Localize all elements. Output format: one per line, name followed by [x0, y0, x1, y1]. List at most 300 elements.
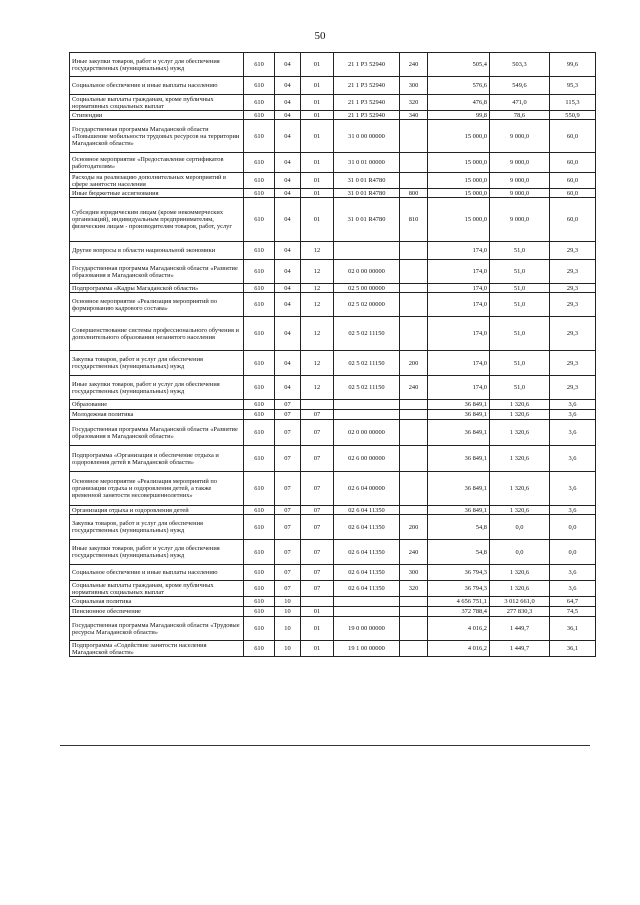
planned-amount-cell: 15 000,0 — [428, 173, 490, 189]
actual-amount-cell: 1 320,6 — [490, 506, 550, 515]
section-code-cell: 04 — [275, 351, 301, 376]
table-row — [70, 641, 596, 657]
ministry-code-cell: 610 — [244, 607, 275, 617]
row-name-cell: Субсидии юридическим лицам (кроме некоммерческих организаций), индивидуальным предпринимателям, физическим лицам - производителям товаров, работ, услуг — [70, 198, 244, 242]
section-code-cell: 07 — [275, 472, 301, 506]
percent-cell: 29,3 — [550, 293, 596, 317]
ministry-code-cell: 610 — [244, 53, 275, 77]
planned-amount-cell: 174,0 — [428, 284, 490, 293]
expense-type-cell: 200 — [400, 515, 428, 540]
ministry-code-cell: 610 — [244, 317, 275, 351]
table-row — [70, 607, 596, 617]
ministry-code-cell: 610 — [244, 351, 275, 376]
ministry-code-cell: 610 — [244, 189, 275, 198]
target-article-cell: 31 0 01 R4780 — [334, 173, 400, 189]
ministry-code-cell: 610 — [244, 472, 275, 506]
row-name-cell: Подпрограмма «Содействие занятости населения Магаданской области» — [70, 641, 244, 657]
actual-amount-cell: 9 000,0 — [490, 189, 550, 198]
table-row — [70, 410, 596, 420]
section-code-cell: 07 — [275, 581, 301, 597]
target-article-cell — [334, 607, 400, 617]
row-name-cell: Иные закупки товаров, работ и услуг для обеспечения государственных (муниципальных) нужд — [70, 540, 244, 565]
planned-amount-cell: 54,8 — [428, 515, 490, 540]
target-article-cell: 21 1 Р3 52940 — [334, 111, 400, 120]
section-code-cell: 04 — [275, 153, 301, 173]
section-code-cell: 04 — [275, 260, 301, 284]
expense-type-cell — [400, 597, 428, 607]
target-article-cell: 02 6 04 11350 — [334, 581, 400, 597]
target-article-cell: 02 5 02 11150 — [334, 351, 400, 376]
subsection-code-cell — [301, 400, 334, 410]
row-name-cell: Социальное обеспечение и иные выплаты населению — [70, 77, 244, 95]
ministry-code-cell: 610 — [244, 581, 275, 597]
table-row — [70, 506, 596, 515]
planned-amount-cell: 36 849,1 — [428, 446, 490, 472]
percent-cell: 3,6 — [550, 581, 596, 597]
expense-type-cell — [400, 410, 428, 420]
planned-amount-cell: 4 016,2 — [428, 641, 490, 657]
table-row — [70, 597, 596, 607]
table-row — [70, 120, 596, 153]
section-code-cell: 10 — [275, 641, 301, 657]
target-article-cell — [334, 242, 400, 260]
subsection-code-cell: 07 — [301, 472, 334, 506]
section-code-cell: 07 — [275, 540, 301, 565]
percent-cell: 115,3 — [550, 95, 596, 111]
page-number: 50 — [314, 30, 326, 42]
subsection-code-cell: 01 — [301, 95, 334, 111]
percent-cell: 74,5 — [550, 607, 596, 617]
expense-type-cell — [400, 173, 428, 189]
subsection-code-cell: 01 — [301, 607, 334, 617]
expense-type-cell — [400, 242, 428, 260]
row-name-cell: Подпрограмма «Кадры Магаданской области» — [70, 284, 244, 293]
ministry-code-cell: 610 — [244, 540, 275, 565]
percent-cell: 29,3 — [550, 284, 596, 293]
row-name-cell: Другие вопросы в области национальной экономики — [70, 242, 244, 260]
subsection-code-cell: 01 — [301, 173, 334, 189]
actual-amount-cell: 3 012 661,0 — [490, 597, 550, 607]
actual-amount-cell: 549,6 — [490, 77, 550, 95]
subsection-code-cell: 01 — [301, 189, 334, 198]
percent-cell: 550,9 — [550, 111, 596, 120]
subsection-code-cell: 01 — [301, 617, 334, 641]
planned-amount-cell: 36 794,3 — [428, 565, 490, 581]
actual-amount-cell: 51,0 — [490, 242, 550, 260]
section-code-cell: 10 — [275, 597, 301, 607]
table-row — [70, 446, 596, 472]
expense-type-cell: 800 — [400, 189, 428, 198]
percent-cell: 36,1 — [550, 641, 596, 657]
subsection-code-cell: 12 — [301, 284, 334, 293]
actual-amount-cell: 277 830,3 — [490, 607, 550, 617]
target-article-cell: 02 6 00 00000 — [334, 446, 400, 472]
table-row — [70, 284, 596, 293]
table-row — [70, 111, 596, 120]
percent-cell: 60,0 — [550, 120, 596, 153]
subsection-code-cell: 01 — [301, 198, 334, 242]
subsection-code-cell: 01 — [301, 53, 334, 77]
subsection-code-cell: 01 — [301, 77, 334, 95]
section-code-cell: 04 — [275, 376, 301, 400]
row-name-cell: Иные закупки товаров, работ и услуг для обеспечения государственных (муниципальных) нужд — [70, 53, 244, 77]
percent-cell: 3,6 — [550, 565, 596, 581]
subsection-code-cell: 07 — [301, 506, 334, 515]
subsection-code-cell: 07 — [301, 565, 334, 581]
actual-amount-cell: 0,0 — [490, 515, 550, 540]
planned-amount-cell: 36 849,1 — [428, 400, 490, 410]
table-row — [70, 198, 596, 242]
target-article-cell — [334, 400, 400, 410]
ministry-code-cell: 610 — [244, 376, 275, 400]
table-row — [70, 376, 596, 400]
section-code-cell: 07 — [275, 565, 301, 581]
target-article-cell: 31 0 00 00000 — [334, 120, 400, 153]
subsection-code-cell: 07 — [301, 581, 334, 597]
row-name-cell: Иные бюджетные ассигнования — [70, 189, 244, 198]
actual-amount-cell: 1 320,6 — [490, 581, 550, 597]
row-name-cell: Подпрограмма «Организация и обеспечение отдыха и оздоровления детей в Магаданской области» — [70, 446, 244, 472]
planned-amount-cell: 476,8 — [428, 95, 490, 111]
expense-type-cell — [400, 400, 428, 410]
section-code-cell: 10 — [275, 617, 301, 641]
table-row — [70, 515, 596, 540]
row-name-cell: Пенсионное обеспечение — [70, 607, 244, 617]
target-article-cell: 02 5 02 11150 — [334, 317, 400, 351]
ministry-code-cell: 610 — [244, 565, 275, 581]
row-name-cell: Иные закупки товаров, работ и услуг для обеспечения государственных (муниципальных) нужд — [70, 376, 244, 400]
section-code-cell: 04 — [275, 173, 301, 189]
subsection-code-cell — [301, 597, 334, 607]
expense-type-cell — [400, 472, 428, 506]
percent-cell: 3,6 — [550, 420, 596, 446]
expense-type-cell — [400, 617, 428, 641]
budget-table — [69, 52, 596, 657]
target-article-cell: 02 5 00 00000 — [334, 284, 400, 293]
actual-amount-cell: 9 000,0 — [490, 173, 550, 189]
planned-amount-cell: 174,0 — [428, 376, 490, 400]
expense-type-cell — [400, 260, 428, 284]
expense-type-cell — [400, 420, 428, 446]
planned-amount-cell: 174,0 — [428, 317, 490, 351]
ministry-code-cell: 610 — [244, 260, 275, 284]
percent-cell: 60,0 — [550, 198, 596, 242]
row-name-cell: Государственная программа Магаданской области «Повышение мобильности трудовых ресурсов на территории Магаданской области» — [70, 120, 244, 153]
ministry-code-cell: 610 — [244, 284, 275, 293]
subsection-code-cell: 12 — [301, 351, 334, 376]
section-code-cell: 07 — [275, 446, 301, 472]
target-article-cell: 02 5 02 00000 — [334, 293, 400, 317]
planned-amount-cell: 36 794,3 — [428, 581, 490, 597]
row-name-cell: Совершенствование системы профессионального обучения и дополнительного образования незанятого населения — [70, 317, 244, 351]
footer-rule — [60, 745, 590, 746]
actual-amount-cell: 51,0 — [490, 284, 550, 293]
row-name-cell: Государственная программа Магаданской области «Трудовые ресурсы Магаданской области» — [70, 617, 244, 641]
table-row — [70, 617, 596, 641]
ministry-code-cell: 610 — [244, 515, 275, 540]
expense-type-cell: 340 — [400, 111, 428, 120]
table-row — [70, 153, 596, 173]
actual-amount-cell: 0,0 — [490, 540, 550, 565]
section-code-cell: 07 — [275, 515, 301, 540]
subsection-code-cell: 01 — [301, 153, 334, 173]
section-code-cell: 04 — [275, 242, 301, 260]
percent-cell: 36,1 — [550, 617, 596, 641]
actual-amount-cell: 51,0 — [490, 317, 550, 351]
subsection-code-cell: 01 — [301, 641, 334, 657]
actual-amount-cell: 471,0 — [490, 95, 550, 111]
expense-type-cell: 300 — [400, 565, 428, 581]
row-name-cell: Основное мероприятие «Реализация мероприятий по формированию кадрового состава» — [70, 293, 244, 317]
subsection-code-cell: 01 — [301, 120, 334, 153]
section-code-cell: 04 — [275, 120, 301, 153]
row-name-cell: Стипендии — [70, 111, 244, 120]
section-code-cell: 04 — [275, 95, 301, 111]
actual-amount-cell: 9 000,0 — [490, 198, 550, 242]
subsection-code-cell: 07 — [301, 515, 334, 540]
ministry-code-cell: 610 — [244, 293, 275, 317]
ministry-code-cell: 610 — [244, 153, 275, 173]
planned-amount-cell: 36 849,1 — [428, 506, 490, 515]
target-article-cell: 02 0 00 00000 — [334, 420, 400, 446]
ministry-code-cell: 610 — [244, 242, 275, 260]
expense-type-cell: 200 — [400, 351, 428, 376]
actual-amount-cell: 1 449,7 — [490, 617, 550, 641]
subsection-code-cell: 12 — [301, 260, 334, 284]
section-code-cell: 04 — [275, 293, 301, 317]
expense-type-cell: 300 — [400, 77, 428, 95]
subsection-code-cell: 07 — [301, 420, 334, 446]
target-article-cell: 21 1 Р3 52940 — [334, 53, 400, 77]
actual-amount-cell: 51,0 — [490, 260, 550, 284]
expense-type-cell: 240 — [400, 376, 428, 400]
subsection-code-cell: 07 — [301, 446, 334, 472]
planned-amount-cell: 36 849,1 — [428, 410, 490, 420]
target-article-cell: 02 6 04 11350 — [334, 540, 400, 565]
expense-type-cell — [400, 293, 428, 317]
actual-amount-cell: 1 320,6 — [490, 565, 550, 581]
row-name-cell: Социальная политика — [70, 597, 244, 607]
planned-amount-cell: 15 000,0 — [428, 153, 490, 173]
planned-amount-cell: 576,6 — [428, 77, 490, 95]
table-row — [70, 581, 596, 597]
actual-amount-cell: 51,0 — [490, 351, 550, 376]
table-row — [70, 317, 596, 351]
planned-amount-cell: 174,0 — [428, 242, 490, 260]
row-name-cell: Закупка товаров, работ и услуг для обеспечения государственных (муниципальных) нужд — [70, 515, 244, 540]
actual-amount-cell: 78,6 — [490, 111, 550, 120]
expense-type-cell: 240 — [400, 540, 428, 565]
expense-type-cell: 810 — [400, 198, 428, 242]
planned-amount-cell: 36 849,1 — [428, 472, 490, 506]
percent-cell: 29,3 — [550, 317, 596, 351]
actual-amount-cell: 1 449,7 — [490, 641, 550, 657]
target-article-cell: 02 0 00 00000 — [334, 260, 400, 284]
section-code-cell: 04 — [275, 284, 301, 293]
planned-amount-cell: 174,0 — [428, 260, 490, 284]
planned-amount-cell: 174,0 — [428, 351, 490, 376]
ministry-code-cell: 610 — [244, 446, 275, 472]
expense-type-cell: 320 — [400, 95, 428, 111]
row-name-cell: Основное мероприятие «Предоставление сертификатов работодателям» — [70, 153, 244, 173]
target-article-cell: 02 6 04 11350 — [334, 506, 400, 515]
row-name-cell: Основное мероприятие «Реализация мероприятий по организации отдыха и оздоровления детей, а также временной занятости несовершеннолетних» — [70, 472, 244, 506]
planned-amount-cell: 372 788,4 — [428, 607, 490, 617]
ministry-code-cell: 610 — [244, 77, 275, 95]
section-code-cell: 07 — [275, 410, 301, 420]
percent-cell: 0,0 — [550, 515, 596, 540]
subsection-code-cell: 12 — [301, 293, 334, 317]
table-row — [70, 540, 596, 565]
target-article-cell: 19 0 00 00000 — [334, 617, 400, 641]
ministry-code-cell: 610 — [244, 111, 275, 120]
percent-cell: 3,6 — [550, 446, 596, 472]
target-article-cell: 02 6 04 11350 — [334, 565, 400, 581]
actual-amount-cell: 1 320,6 — [490, 410, 550, 420]
row-name-cell: Закупка товаров, работ и услуг для обеспечения государственных (муниципальных) нужд — [70, 351, 244, 376]
percent-cell: 60,0 — [550, 189, 596, 198]
percent-cell: 0,0 — [550, 540, 596, 565]
percent-cell: 29,3 — [550, 351, 596, 376]
target-article-cell: 31 0 01 R4780 — [334, 189, 400, 198]
target-article-cell: 21 1 Р3 52940 — [334, 77, 400, 95]
target-article-cell — [334, 410, 400, 420]
actual-amount-cell: 1 320,6 — [490, 446, 550, 472]
target-article-cell — [334, 597, 400, 607]
section-code-cell: 04 — [275, 53, 301, 77]
expense-type-cell — [400, 120, 428, 153]
table-row — [70, 53, 596, 77]
ministry-code-cell: 610 — [244, 198, 275, 242]
row-name-cell: Организация отдыха и оздоровления детей — [70, 506, 244, 515]
row-name-cell: Социальные выплаты гражданам, кроме публичных нормативных социальных выплат — [70, 95, 244, 111]
table-row — [70, 351, 596, 376]
actual-amount-cell: 51,0 — [490, 293, 550, 317]
ministry-code-cell: 610 — [244, 597, 275, 607]
row-name-cell: Социальные выплаты гражданам, кроме публичных нормативных социальных выплат — [70, 581, 244, 597]
target-article-cell: 31 0 01 R4780 — [334, 198, 400, 242]
planned-amount-cell: 15 000,0 — [428, 189, 490, 198]
table-row — [70, 565, 596, 581]
section-code-cell: 07 — [275, 420, 301, 446]
row-name-cell: Государственная программа Магаданской области «Развитие образования в Магаданской области» — [70, 420, 244, 446]
expense-type-cell — [400, 284, 428, 293]
percent-cell: 29,3 — [550, 260, 596, 284]
target-article-cell: 02 6 04 00000 — [334, 472, 400, 506]
percent-cell: 60,0 — [550, 173, 596, 189]
row-name-cell: Расходы на реализацию дополнительных мероприятий в сфере занятости населения — [70, 173, 244, 189]
percent-cell: 60,0 — [550, 153, 596, 173]
expense-type-cell — [400, 506, 428, 515]
target-article-cell: 21 1 Р3 52940 — [334, 95, 400, 111]
planned-amount-cell: 15 000,0 — [428, 198, 490, 242]
row-name-cell: Молодежная политика — [70, 410, 244, 420]
ministry-code-cell: 610 — [244, 410, 275, 420]
table-row — [70, 472, 596, 506]
planned-amount-cell: 36 849,1 — [428, 420, 490, 446]
expense-type-cell — [400, 607, 428, 617]
subsection-code-cell: 12 — [301, 317, 334, 351]
expense-type-cell — [400, 641, 428, 657]
planned-amount-cell: 15 000,0 — [428, 120, 490, 153]
row-name-cell: Государственная программа Магаданской области «Развитие образования в Магаданской области» — [70, 260, 244, 284]
ministry-code-cell: 610 — [244, 506, 275, 515]
subsection-code-cell: 12 — [301, 376, 334, 400]
subsection-code-cell: 12 — [301, 242, 334, 260]
section-code-cell: 04 — [275, 189, 301, 198]
percent-cell: 3,6 — [550, 506, 596, 515]
expense-type-cell — [400, 153, 428, 173]
table-body — [70, 53, 596, 657]
percent-cell: 64,7 — [550, 597, 596, 607]
table-row — [70, 77, 596, 95]
table-row — [70, 242, 596, 260]
table-row — [70, 173, 596, 189]
expense-type-cell — [400, 317, 428, 351]
target-article-cell: 02 5 02 11150 — [334, 376, 400, 400]
target-article-cell: 19 1 00 00000 — [334, 641, 400, 657]
subsection-code-cell: 01 — [301, 111, 334, 120]
expense-type-cell — [400, 446, 428, 472]
section-code-cell: 10 — [275, 607, 301, 617]
ministry-code-cell: 610 — [244, 617, 275, 641]
row-name-cell: Социальное обеспечение и иные выплаты населению — [70, 565, 244, 581]
actual-amount-cell: 51,0 — [490, 376, 550, 400]
planned-amount-cell: 54,8 — [428, 540, 490, 565]
expense-type-cell: 320 — [400, 581, 428, 597]
section-code-cell: 04 — [275, 111, 301, 120]
table-row — [70, 400, 596, 410]
planned-amount-cell: 4 016,2 — [428, 617, 490, 641]
table-row — [70, 260, 596, 284]
actual-amount-cell: 1 320,6 — [490, 400, 550, 410]
actual-amount-cell: 503,3 — [490, 53, 550, 77]
target-article-cell: 31 0 01 00000 — [334, 153, 400, 173]
percent-cell: 29,3 — [550, 376, 596, 400]
percent-cell: 3,6 — [550, 410, 596, 420]
actual-amount-cell: 1 320,6 — [490, 472, 550, 506]
percent-cell: 95,3 — [550, 77, 596, 95]
subsection-code-cell: 07 — [301, 540, 334, 565]
percent-cell: 3,6 — [550, 400, 596, 410]
ministry-code-cell: 610 — [244, 420, 275, 446]
percent-cell: 29,3 — [550, 242, 596, 260]
target-article-cell: 02 6 04 11350 — [334, 515, 400, 540]
expense-type-cell: 240 — [400, 53, 428, 77]
subsection-code-cell: 07 — [301, 410, 334, 420]
row-name-cell: Образование — [70, 400, 244, 410]
section-code-cell: 07 — [275, 400, 301, 410]
planned-amount-cell: 99,8 — [428, 111, 490, 120]
section-code-cell: 04 — [275, 77, 301, 95]
table-row — [70, 189, 596, 198]
section-code-cell: 07 — [275, 506, 301, 515]
planned-amount-cell: 505,4 — [428, 53, 490, 77]
section-code-cell: 04 — [275, 198, 301, 242]
ministry-code-cell: 610 — [244, 95, 275, 111]
planned-amount-cell: 4 656 751,1 — [428, 597, 490, 607]
ministry-code-cell: 610 — [244, 120, 275, 153]
actual-amount-cell: 1 320,6 — [490, 420, 550, 446]
actual-amount-cell: 9 000,0 — [490, 153, 550, 173]
table-row — [70, 293, 596, 317]
table-row — [70, 95, 596, 111]
actual-amount-cell: 9 000,0 — [490, 120, 550, 153]
ministry-code-cell: 610 — [244, 173, 275, 189]
section-code-cell: 04 — [275, 317, 301, 351]
percent-cell: 3,6 — [550, 472, 596, 506]
table-row — [70, 420, 596, 446]
